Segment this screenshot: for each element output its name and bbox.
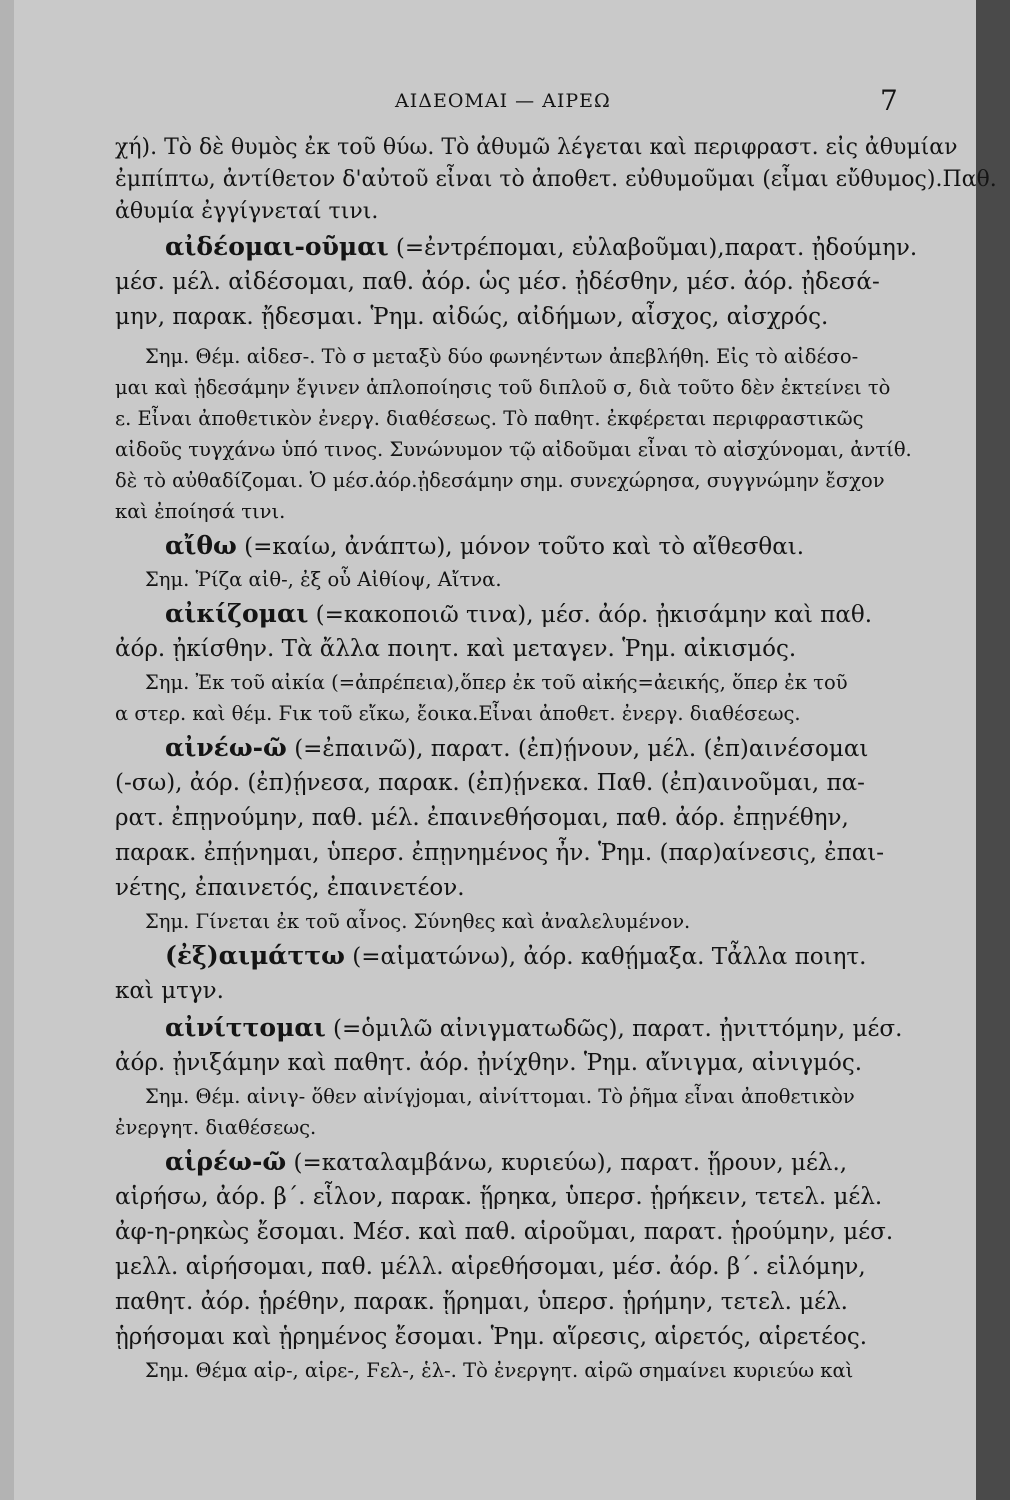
note-line: Σημ. Ῥίζα αἰθ-, ἐξ οὗ Αἰθίοψ, Αἴτνα. [145,568,502,591]
entry-definition: (=ἐπαινῶ), παρατ. (ἐπ)ῄνουν, μέλ. (ἐπ)αινέσομαι [294,736,869,762]
entry-aitho [115,527,905,564]
entry-ainittomai [115,1009,905,1046]
note-line: μαι καὶ ᾐδεσάμην ἔγινεν ἁπλοποίησις τοῦ διπλοῦ σ, διὰ τοῦτο δὲν ἐκτείνει τὸ [115,376,891,399]
entry-aineo [115,729,905,766]
headword: αἰνίττομαι [165,1013,326,1042]
text-line: νέτης, ἐπαινετός, ἐπαινετέον. [115,875,465,901]
text-line: ἀόρ. ᾐνιξάμην καὶ παθητ. ἀόρ. ᾐνίχθην. Ῥημ. αἴνιγμα, αἰνιγμός. [115,1050,863,1076]
text-line: χή). Τὸ δὲ θυμὸς ἐκ τοῦ θύω. Τὸ ἀθυμῶ λέγεται καὶ περιφραστ. εἰς ἀθυμίαν [115,135,958,160]
note-line: Σημ. Θέμ. αἰδεσ-. Τὸ σ μεταξὺ δύο φωνηέντων ἀπεβλήθη. Εἰς τὸ αἰδέσο- [145,345,859,368]
running-head: ΑΙΔΕΟΜΑΙ — ΑΙΡΕΩ [395,90,611,112]
entry-aikizomai [115,595,905,632]
entry-aireo [115,1143,905,1180]
page-binding-edge [0,0,14,1500]
note-line: Σημ. Ἐκ τοῦ αἰκία (=ἀπρέπεια),ὅπερ ἐκ τοῦ αἰκής=ἀεικής, ὅπερ ἐκ τοῦ [145,671,848,694]
text-line: μελλ. αἱρήσομαι, παθ. μέλλ. αἱρεθήσομαι, μέσ. ἀόρ. β΄. εἱλόμην, [115,1254,866,1280]
note-line: καὶ ἐποίησά τινι. [115,500,286,523]
text-line: ἐμπίπτω, ἀντίθετον δ'αὐτοῦ εἶναι τὸ ἀποθετ. εὐθυμοῦμαι (εἶμαι εὔθυμος).Παθ. [115,167,997,192]
headword: (ἐξ)αιμάττω [165,941,345,970]
note-line: ε. Εἶναι ἀποθετικὸν ἐνεργ. διαθέσεως. Τὸ παθητ. ἐκφέρεται περιφραστικῶς [115,407,864,430]
entry-definition: (=αἱματώνω), ἀόρ. καθῄμαξα. Τἆλλα ποιητ. [352,944,867,970]
headword: αἰδέομαι-οῦμαι [165,232,389,261]
entry-aideomai [115,228,918,265]
note-line: α στερ. καὶ θέμ. Ϝικ τοῦ εἴκω, ἔοικα.Εἶναι ἀποθετ. ἐνεργ. διαθέσεως. [115,702,801,725]
page-number: 7 [880,84,898,117]
text-line: ἀφ-η-ρηκὼς ἔσομαι. Μέσ. καὶ παθ. αἱροῦμαι, παρατ. ᾑρούμην, μέσ. [115,1219,894,1245]
entry-definition: (=καταλαμβάνω, κυριεύω), παρατ. ᾕρουν, μέλ., [293,1150,848,1176]
text-line: μέσ. μέλ. αἰδέσομαι, παθ. ἀόρ. ὡς μέσ. ᾐδέσθην, μέσ. ἀόρ. ᾐδεσά- [115,269,880,295]
entry-exaimatto [115,937,905,974]
text-line: μην, παρακ. ᾔδεσμαι. Ῥημ. αἰδώς, αἰδήμων, αἶσχος, αἰσχρός. [115,304,829,330]
entry-definition: (=καίω, ἀνάπτω), μόνον τοῦτο καὶ τὸ αἴθεσθαι. [244,534,805,560]
text-line: ἀθυμία ἐγγίγνεταί τινι. [115,199,379,224]
entry-definition: (=ὁμιλῶ αἰνιγματωδῶς), παρατ. ᾐνιττόμην, μέσ. [333,1016,903,1042]
note-line: αἰδοῦς τυγχάνω ὑπό τινος. Συνώνυμον τῷ αἰδοῦμαι εἶναι τὸ αἰσχύνομαι, ἀντίθ. [115,438,912,461]
entry-definition: (=ἐντρέπομαι, εὐλαβοῦμαι),παρατ. ᾐδούμην. [395,235,918,261]
text-line: αἱρήσω, ἀόρ. β΄. εἷλον, παρακ. ᾕρηκα, ὑπερσ. ᾑρήκειν, τετελ. μέλ. [115,1184,883,1210]
text-line: παρακ. ἐπῄνημαι, ὑπερσ. ἐπῃνημένος ἦν. Ῥημ. (παρ)αίνεσις, ἐπαι- [115,840,885,866]
note-line: Σημ. Θέμ. αἰνιγ- ὅθεν αἰνίγjομαι, αἰνίττομαι. Τὸ ῥῆμα εἶναι ἀποθετικὸν [145,1085,855,1108]
page-header [0,84,976,128]
note-line: ἐνεργητ. διαθέσεως. [115,1116,317,1139]
headword: αἰνέω-ῶ [165,733,287,762]
headword: αἱρέω-ῶ [165,1147,287,1176]
headword: αἴθω [165,531,237,560]
text-line: παθητ. ἀόρ. ᾑρέθην, παρακ. ᾕρημαι, ὑπερσ. ᾑρήμην, τετελ. μέλ. [115,1289,848,1315]
text-line: ᾑρήσομαι καὶ ᾑρημένος ἔσομαι. Ῥημ. αἵρεσις, αἱρετός, αἱρετέος. [115,1324,868,1350]
dictionary-text [115,132,997,1386]
text-line: (-σω), ἀόρ. (ἐπ)ῄνεσα, παρακ. (ἐπ)ῄνεκα. Παθ. (ἐπ)αινοῦμαι, πα- [115,770,865,796]
entry-definition: (=κακοποιῶ τινα), μέσ. ἀόρ. ᾐκισάμην καὶ παθ. [315,602,873,628]
note-line: Σημ. Θέμα αἱρ-, αἱρε-, Ϝελ-, ἑλ-. Τὸ ἐνεργητ. αἱρῶ σημαίνει κυριεύω καὶ [145,1359,854,1382]
text-line: ρατ. ἐπῃνούμην, παθ. μέλ. ἐπαινεθήσομαι, παθ. ἀόρ. ἐπῃνέθην, [115,805,849,831]
note-line: δὲ τὸ αὐθαδίζομαι. Ὁ μέσ.ἀόρ.ᾐδεσάμην σημ. συνεχώρησα, συγγνώμην ἔσχον [115,469,885,492]
text-line: καὶ μτγν. [115,978,224,1004]
headword: αἰκίζομαι [165,599,309,628]
text-line: ἀόρ. ᾐκίσθην. Τὰ ἄλλα ποιητ. καὶ μεταγεν. Ῥημ. αἰκισμός. [115,636,797,662]
note-line: Σημ. Γίνεται ἐκ τοῦ αἶνος. Σύνηθες καὶ ἀναλελυμένον. [145,910,691,933]
